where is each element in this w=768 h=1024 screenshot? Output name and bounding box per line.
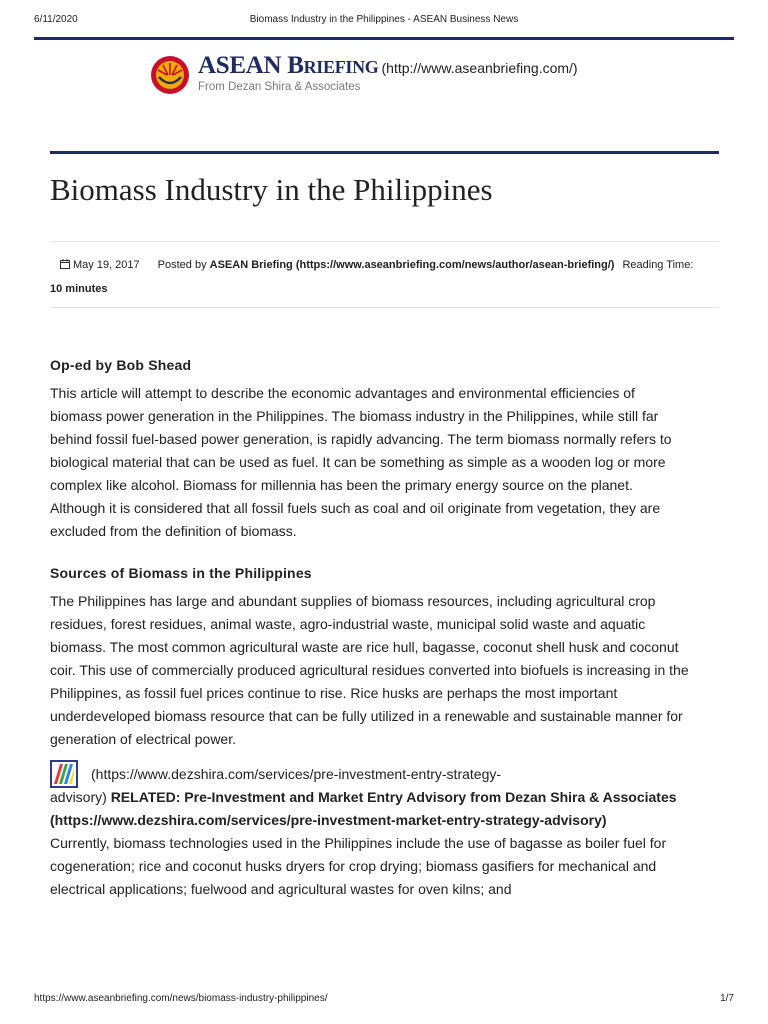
related-url-suffix[interactable]: advisory) — [50, 789, 107, 805]
related-link-block — [50, 763, 690, 832]
brand-name — [198, 52, 578, 82]
intro-paragraph: This article will attempt to describe the economic advantages and environmental efficiencies of biomass power generation in the Philippines. The biomass industry in the Philippines, while still far behind fossil fuel-based power generation, is rapidly advancing. The term biomass normally refers to biological material that can be used as fuel. It can be something as simple as a wooden log or more complex like alcohol. Biomass for millennia has been the primary energy source on the planet. Although it is considered that all fossil fuels such as coal and oil originate from vegetation, they are excluded from the definition of biomass. — [50, 385, 672, 539]
article-title: Biomass Industry in the Philippines — [50, 172, 493, 207]
title-rule — [50, 151, 719, 154]
article-date: May 19, 2017 — [73, 259, 140, 271]
calendar-icon — [60, 259, 70, 269]
oped-heading: Op-ed by Bob Shead — [50, 357, 192, 373]
site-logo[interactable] — [150, 52, 578, 102]
article-body — [50, 352, 690, 901]
sources-paragraph: The Philippines has large and abundant supplies of biomass resources, including agricultural crop residues, forest residues, animal waste, agro-industrial waste, municipal solid waste and aquatic biomass. The most common agricultural waste are rice hull, bagasse, coconut shell husk and coconut coir. This use of commercially produced agricultural residues converted into biofuels is increasing in the Philippines, as fossil fuel prices continue to rise. Rice husks are perhaps the most important underdeveloped biomass resource that can be fully utilized in a renewable and sustainable manner for generation of electrical power. — [50, 593, 689, 747]
print-url: https://www.aseanbriefing.com/news/biomass-industry-philippines/ — [34, 993, 328, 1004]
meta-divider-top — [50, 241, 719, 242]
brand-tagline: From Dezan Shira & Associates — [198, 81, 361, 93]
current-tech-paragraph: Currently, biomass technologies used in the Philippines include the use of bagasse as boiler fuel for cogeneration; rice and coconut husks dryers for crop drying; biomass gasifiers for mechanical and electrical applications; fuelwood and agricultural wastes for oven kilns; and — [50, 835, 667, 897]
print-header — [34, 14, 734, 28]
related-article-link[interactable]: RELATED: Pre-Investment and Market Entry Advisory from Dezan Shira & Associates (https://www.dezshira.com/services/pre-investment-market-entry-strategy-advisory) — [50, 789, 677, 828]
dezan-shira-logo-icon[interactable] — [50, 760, 78, 788]
header-rule — [34, 37, 734, 40]
print-page-number: 1/7 — [720, 993, 734, 1004]
reading-time-value: 10 minutes — [50, 283, 108, 295]
author-link[interactable]: ASEAN Briefing (https://www.aseanbriefing.com/news/author/asean-briefing/) — [209, 259, 615, 271]
print-footer — [34, 993, 734, 1007]
brand-part2: Briefing — [287, 52, 379, 79]
article-meta — [50, 253, 730, 301]
asean-emblem-icon — [150, 55, 190, 95]
brand-part1: ASEAN — [198, 52, 288, 79]
brand-url-link[interactable]: (http://www.aseanbriefing.com/) — [381, 60, 578, 76]
print-date: 6/11/2020 — [34, 14, 78, 25]
sources-heading: Sources of Biomass in the Philippines — [50, 565, 312, 581]
related-url-prefix[interactable]: (https://www.dezshira.com/services/pre-investment-entry-strategy- — [91, 766, 502, 782]
reading-time-label: Reading Time: — [622, 259, 694, 271]
meta-divider-bottom — [50, 307, 719, 308]
print-page-title: Biomass Industry in the Philippines - ASEAN Business News — [249, 14, 519, 25]
posted-by-label: Posted by — [157, 259, 207, 271]
